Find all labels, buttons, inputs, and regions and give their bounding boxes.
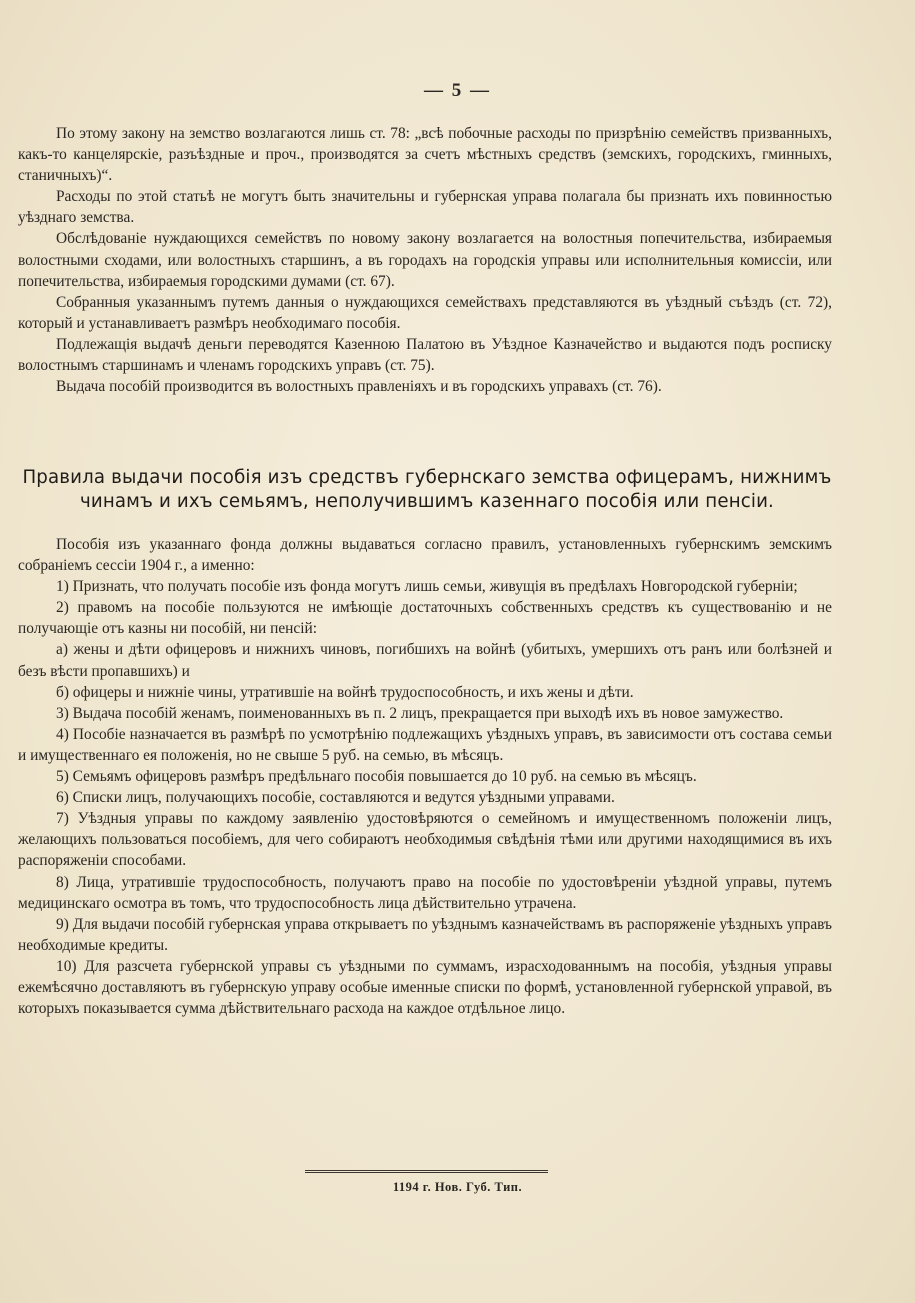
paragraph: Подлежащія выдачѣ деньги переводятся Казенною Палатою въ Уѣздное Казначейство и выдаются подъ росписку волостнымъ старшинамъ и членамъ городскихъ управъ (ст. 75). xyxy=(18,335,832,375)
paragraph: Обслѣдованіе нуждающихся семействъ по новому закону возлагается на волостныя попечительства, избираемыя волостными сходами, или волостныхъ старшинъ, а въ городахъ на городскія управы или исполнительныя комиссіи, или попечительства, избираемыя городскими думами (ст. 67). xyxy=(18,230,832,290)
paragraph: Пособія изъ указаннаго фонда должны выдаваться согласно правилъ, установленныхъ губернскимъ земскимъ собраніемъ сессіи 1904 г., а именно: xyxy=(18,536,832,575)
rule-subitem: б) офицеры и нижніе чины, утратившіе на войнѣ трудоспособность, и ихъ жены и дѣти. xyxy=(56,683,634,701)
rules-section xyxy=(18,534,832,1019)
paragraph: По этому закону на земство возлагаются лишь ст. 78: „всѣ побочные расходы по призрѣнію семействъ призванныхъ, какъ-то канцелярскіе, разъѣздные и проч., производятся за счетъ мѣстныхъ средствъ (земскихъ, городскихъ, гминныхъ, станичныхъ)“. xyxy=(18,125,832,185)
rule-item: 8) Лица, утратившіе трудоспособность, получаютъ право на пособіе по удостовѣреніи уѣздной управы, путемъ медицинскаго осмотра въ томъ, что трудоспособность лица дѣйствительно утрачена. xyxy=(18,873,832,912)
rule-item: 7) Уѣздныя управы по каждому заявленію удостовѣряются о семейномъ и имущественномъ положеніи лицъ, желающихъ пользоваться пособіемъ, для чего собираютъ необходимыя свѣдѣнія тѣми или другими находящимися въ ихъ распоряженіи способами. xyxy=(18,810,832,870)
rule-item: 1) Признать, что получать пособіе изъ фонда могутъ лишь семьи, живущія въ предѣлахъ Новгородской губерніи; xyxy=(56,578,798,596)
section-heading xyxy=(16,466,838,514)
footer-rule xyxy=(305,1170,548,1173)
rule-item: 3) Выдача пособій женамъ, поименованныхъ въ п. 2 лицъ, прекращается при выходѣ ихъ въ новое замужество. xyxy=(56,704,784,722)
rule-item: 10) Для разсчета губернской управы съ уѣздными по суммамъ, израсходованнымъ на пособія, уѣздныя управы ежемѣсячно доставляютъ въ губернскую управу особые именные списки по формѣ, установленной губернской управой, въ которыхъ показывается сумма дѣйствительнаго расхода на каждое отдѣльное лицо. xyxy=(18,957,832,1018)
rule-item: 9) Для выдачи пособій губернская управа открываетъ по уѣзднымъ казначействамъ въ распоряженіе уѣздныхъ управъ необходимые кредиты. xyxy=(18,915,832,954)
paragraph: Собранныя указаннымъ путемъ данныя о нуждающихся семействахъ представляются въ уѣздный съѣздъ (ст. 72), который и устанавливаетъ размѣръ необходимаго пособія. xyxy=(18,293,832,332)
printer-imprint: 1194 г. Нов. Губ. Тип. xyxy=(392,1180,523,1194)
intro-section xyxy=(18,123,832,397)
page-number: — 5 — xyxy=(424,80,491,101)
paragraph: Расходы по этой статьѣ не могутъ быть значительны и губернская управа полагала бы признать ихъ повинностью уѣзднаго земства. xyxy=(18,188,832,227)
heading-line: чинамъ и ихъ семьямъ, неполучившимъ казеннаго пособія или пенсіи. xyxy=(79,491,774,512)
rule-item: 2) правомъ на пособіе пользуются не имѣющіе достаточныхъ собственныхъ средствъ къ существованію и не получающіе отъ казны ни пособій, ни пенсій: xyxy=(18,599,832,638)
paragraph: Выдача пособій производится въ волостныхъ правленіяхъ и въ городскихъ управахъ (ст. 76). xyxy=(56,378,662,396)
rule-subitem: а) жены и дѣти офицеровъ и нижнихъ чиновъ, погибшихъ на войнѣ (убитыхъ, умершихъ отъ ранъ или болѣзней и безъ вѣсти пропавшихъ) и xyxy=(18,641,832,680)
rule-item: 4) Пособіе назначается въ размѣрѣ по усмотрѣнію подлежащихъ уѣздныхъ управъ, въ зависимости отъ состава семьи и имущественнаго ея положенія, но не свыше 5 руб. на семью, въ мѣсяцъ. xyxy=(18,725,832,764)
rule-item: 6) Списки лицъ, получающихъ пособіе, составляются и ведутся уѣздными управами. xyxy=(56,789,615,807)
rule-item: 5) Семьямъ офицеровъ размѣръ предѣльнаго пособія повышается до 10 руб. на семью въ мѣсяцъ. xyxy=(56,768,697,786)
heading-line: Правила выдачи пособія изъ средствъ губернскаго земства офицерамъ, нижнимъ xyxy=(22,467,832,488)
